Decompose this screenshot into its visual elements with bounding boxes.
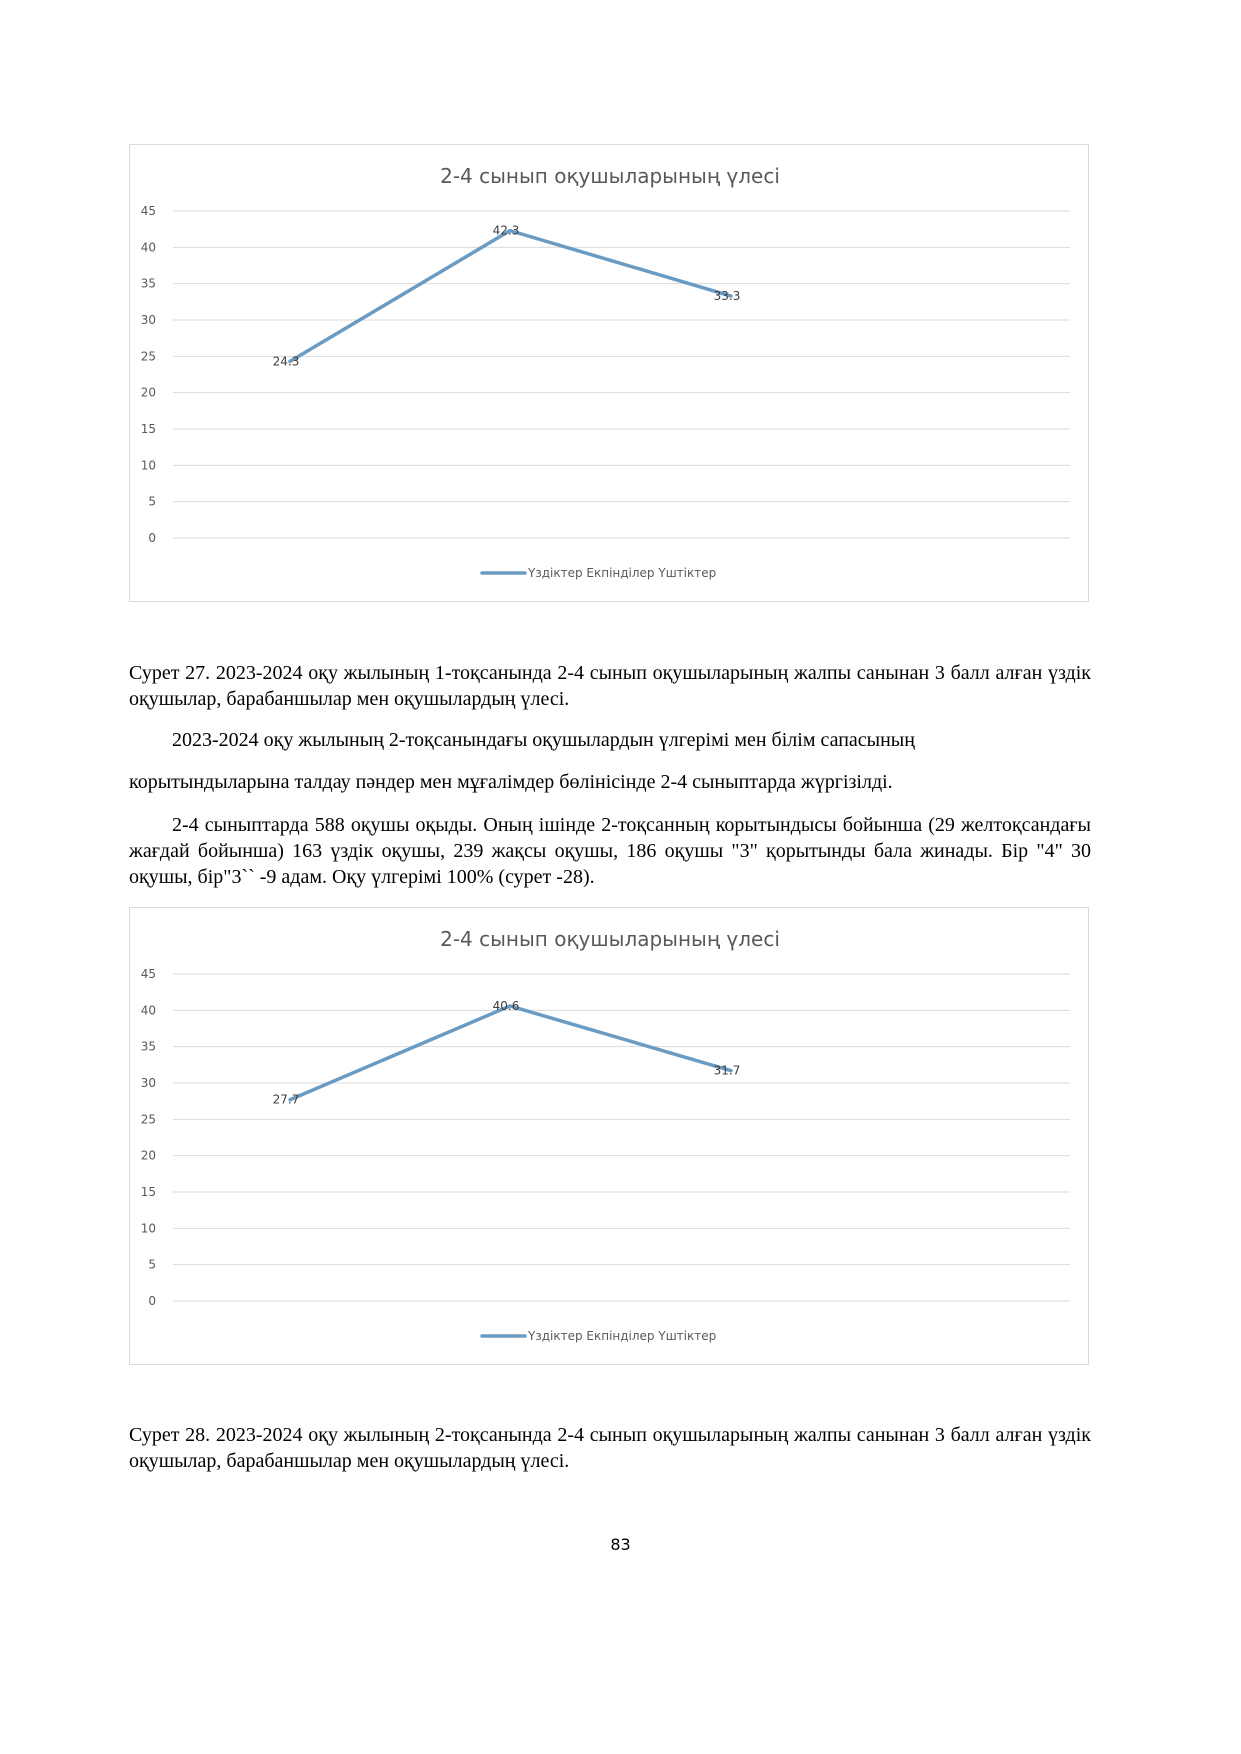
y-tick-label: 20 bbox=[140, 385, 156, 400]
chart-1-svg bbox=[130, 145, 1090, 603]
chart-title: 2-4 сынып оқушыларының үлесі bbox=[440, 927, 780, 951]
y-tick-label: 35 bbox=[140, 276, 156, 291]
figure-28-caption: Сурет 28. 2023-2024 оқу жылының 2-тоқсанында 2-4 сынып оқушыларының жалпы санынан 3 балл алған үздік оқушылар, барабаншылар мен оқушылардың үлесі. bbox=[129, 1424, 1091, 1472]
y-tick-label: 45 bbox=[140, 204, 156, 218]
chart-1 bbox=[129, 144, 1089, 602]
y-tick-label: 25 bbox=[140, 349, 156, 364]
y-tick-label: 5 bbox=[148, 1257, 156, 1272]
paragraph-3: 2-4 сыныптарда 588 оқушы оқыды. Оның ішінде 2-тоқсанның корытындысы бойынша (29 желтоқсандағы жағдай бойынша) 163 үздік оқушы, 239 жақсы оқушы, 186 оқушы "3" қорытынды бала жинады. Бір "4" 30 оқушы, бір"3`` -9 адам. Оқу үлгерімі 100% (сурет -28). bbox=[129, 814, 1091, 888]
y-tick-label: 30 bbox=[140, 313, 156, 327]
series-line bbox=[290, 1006, 731, 1100]
y-tick-label: 35 bbox=[140, 1039, 156, 1054]
series-line bbox=[290, 231, 731, 362]
y-tick-label: 40 bbox=[140, 240, 156, 255]
y-tick-label: 40 bbox=[140, 1003, 156, 1018]
chart-2-svg bbox=[130, 908, 1090, 1366]
y-tick-label: 30 bbox=[140, 1076, 156, 1090]
data-label: 31.7 bbox=[713, 1063, 741, 1078]
y-tick-label: 45 bbox=[140, 967, 156, 981]
data-label: 40.6 bbox=[492, 998, 520, 1013]
figure-27-caption: Сурет 27. 2023-2024 оқу жылының 1-тоқсанында 2-4 сынып оқушыларының жалпы санынан 3 балл алған үздік оқушылар, барабаншылар мен оқушылардың үлесі. bbox=[129, 662, 1091, 710]
chart-2 bbox=[129, 907, 1089, 1365]
y-tick-label: 15 bbox=[140, 1185, 156, 1199]
chart-title: 2-4 сынып оқушыларының үлесі bbox=[440, 164, 780, 188]
legend-label: Үздіктер Екпінділер Үштіктер bbox=[528, 1329, 717, 1343]
page-number: 83 bbox=[610, 1535, 631, 1554]
y-tick-label: 0 bbox=[148, 1294, 156, 1308]
y-tick-label: 10 bbox=[140, 1221, 156, 1236]
legend-label: Үздіктер Екпінділер Үштіктер bbox=[528, 566, 717, 580]
y-tick-label: 10 bbox=[140, 458, 156, 473]
data-label: 33.3 bbox=[713, 289, 741, 304]
y-tick-label: 25 bbox=[140, 1112, 156, 1127]
data-label: 27.7 bbox=[272, 1092, 300, 1107]
data-label: 42.3 bbox=[492, 223, 520, 238]
paragraph-2: корытындыларына талдау пәндер мен мұғалімдер бөлінісінде 2-4 сыныптарда жүргізілді. bbox=[129, 771, 893, 793]
y-tick-label: 5 bbox=[148, 494, 156, 509]
y-tick-label: 0 bbox=[148, 531, 156, 545]
data-label: 24.3 bbox=[272, 354, 300, 369]
paragraph-1: 2023-2024 оқу жылының 2-тоқсанындағы оқушылардын үлгерімі мен білім сапасының bbox=[172, 729, 915, 751]
y-tick-label: 20 bbox=[140, 1148, 156, 1163]
y-tick-label: 15 bbox=[140, 422, 156, 436]
